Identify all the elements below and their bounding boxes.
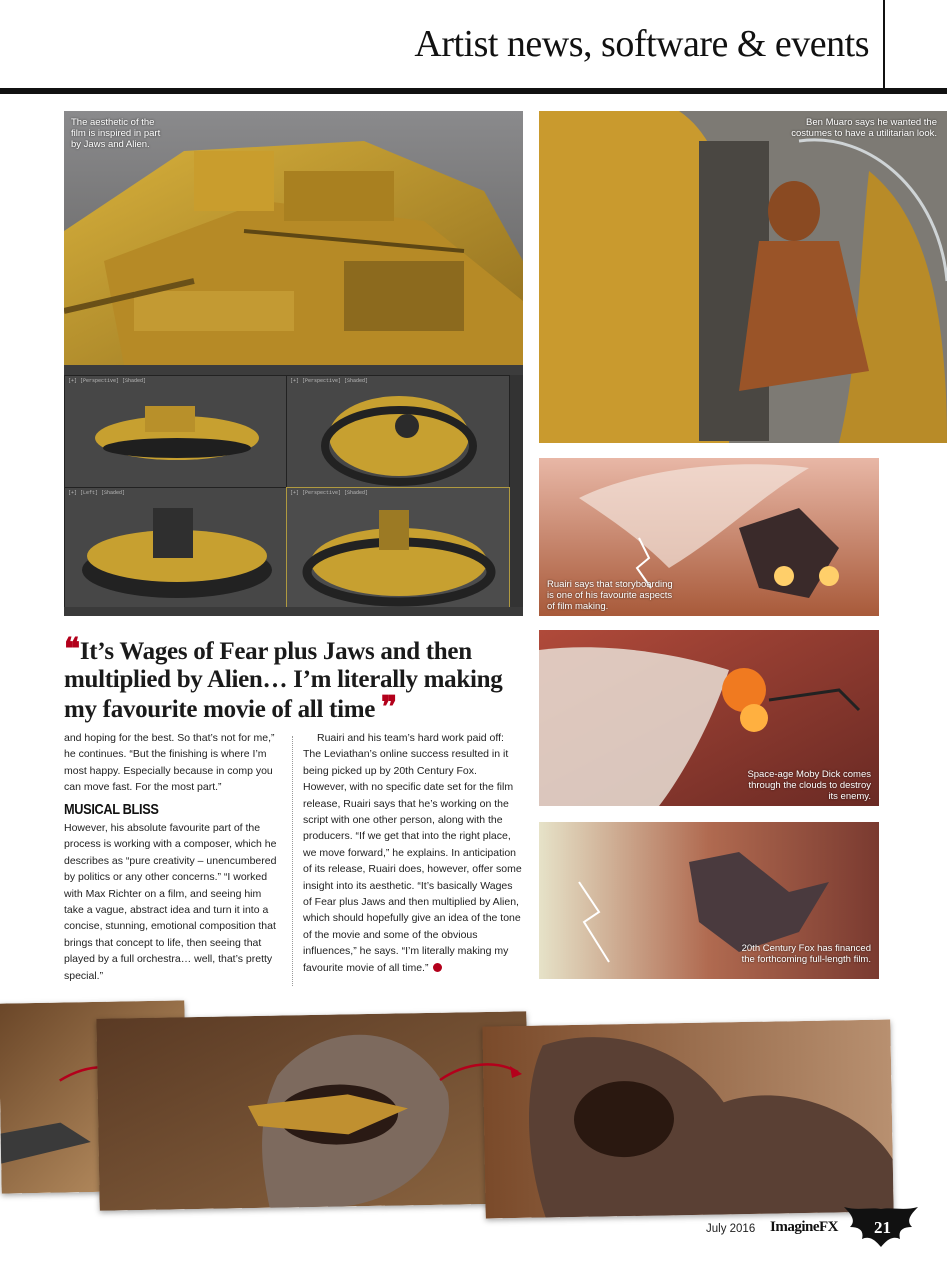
- caption-film-aesthetic: The aesthetic of the film is inspired in part by Jaws and Alien.: [71, 117, 161, 150]
- end-mark-icon: [433, 963, 442, 972]
- viewport-label: [+] [Perspective] [Shaded]: [68, 378, 147, 384]
- open-quote-mark: ❝: [64, 633, 80, 666]
- column-divider: [292, 736, 293, 986]
- caption-costumes: Ben Muaro says he wanted the costumes to have a utilitarian look.: [791, 117, 937, 139]
- viewport-bottom-right: [286, 487, 510, 609]
- viewport-label: [+] [Perspective] [Shaded]: [290, 378, 369, 384]
- article-paragraph: Ruairi and his team’s hard work paid off: The Leviathan’s online success resulted in it being picked up by 20th Century Fox. However, with no specific date set for the film release, Ruairi says that he’s working on the script with one other person, along with the producers. “If we get that into the right place, we move forward,” he explains. In anticipation of its release, Ruairi does, however, offer some insight into its aesthetic. “It’s basically Wages of Fear plus Jaws and then multiplied by Alien, which should hopefully give an idea of the tone of the movie and some of the obvious influences,” he says. “I’m literally making my favourite movie of all time.”: [303, 732, 522, 974]
- article-column-1: [64, 730, 282, 984]
- header-divider: [883, 0, 885, 88]
- subhead-musical-bliss: MUSICAL BLISS: [64, 800, 159, 818]
- close-quote-mark: ❞: [381, 691, 397, 724]
- viewport-bottom-left: [64, 487, 288, 609]
- storyboard-moby-dick-explosion: [539, 630, 879, 806]
- issue-date: July 2016: [706, 1223, 756, 1235]
- viewport-label: [+] [Perspective] [Shaded]: [290, 490, 369, 496]
- 3d-software-viewports: [64, 365, 523, 616]
- header-rule: [0, 88, 947, 94]
- pilot-costume-image: [539, 111, 947, 443]
- caption-moby-dick: Space-age Moby Dick comes through the clouds to destroy its enemy.: [747, 769, 871, 802]
- storyboard-whale-lightning: [539, 458, 879, 616]
- pull-quote-text: It’s Wages of Fear plus Jaws and then multiplied by Alien… I’m literally making my favourite movie of all time: [64, 638, 503, 723]
- viewport-top-right: [286, 375, 510, 489]
- magazine-logo: ImagineFX: [770, 1219, 838, 1235]
- page-number-badge: [840, 1205, 922, 1249]
- page-number: 21: [874, 1218, 891, 1237]
- caption-storyboarding: Ruairi says that storyboarding is one of his favourite aspects of film making.: [547, 579, 673, 612]
- viewport-timeline: [64, 607, 523, 616]
- viewport-scrollbar[interactable]: [510, 375, 523, 607]
- caption-fox: 20th Century Fox has financed the forthcoming full-length film.: [741, 943, 871, 965]
- film-still-3: [482, 1019, 893, 1218]
- machine-render-image: [64, 111, 523, 365]
- film-still-2: [96, 1011, 529, 1210]
- pull-quote: [64, 633, 534, 724]
- storyboard-falling-figure: [539, 822, 879, 979]
- arrow-icon: [436, 1056, 526, 1086]
- viewport-toolbar: [64, 365, 523, 375]
- article-column-2: [303, 730, 523, 976]
- article-paragraph: and hoping for the best. So that’s not for me,” he continues. “But the finishing is where I’m most happy. Especially because in comp you can move fast. For the most part.”: [64, 732, 275, 794]
- viewport-label: [+] [Left] [Shaded]: [68, 490, 126, 496]
- article-paragraph: However, his absolute favourite part of the process is working with a composer, which he describes as “pure creativity – unencumbered by politics or any other concerns.” “I worked with Max Richter on a film, and seeing him take a vague, abstract idea and turn it into a concise, stunning, emotional composition that brings that concept to life, then seeing that played by a full orchestra… well, that’s pretty special.”: [64, 822, 277, 982]
- page-section-title: Artist news, software & events: [414, 23, 869, 65]
- viewport-top-left: [64, 375, 288, 489]
